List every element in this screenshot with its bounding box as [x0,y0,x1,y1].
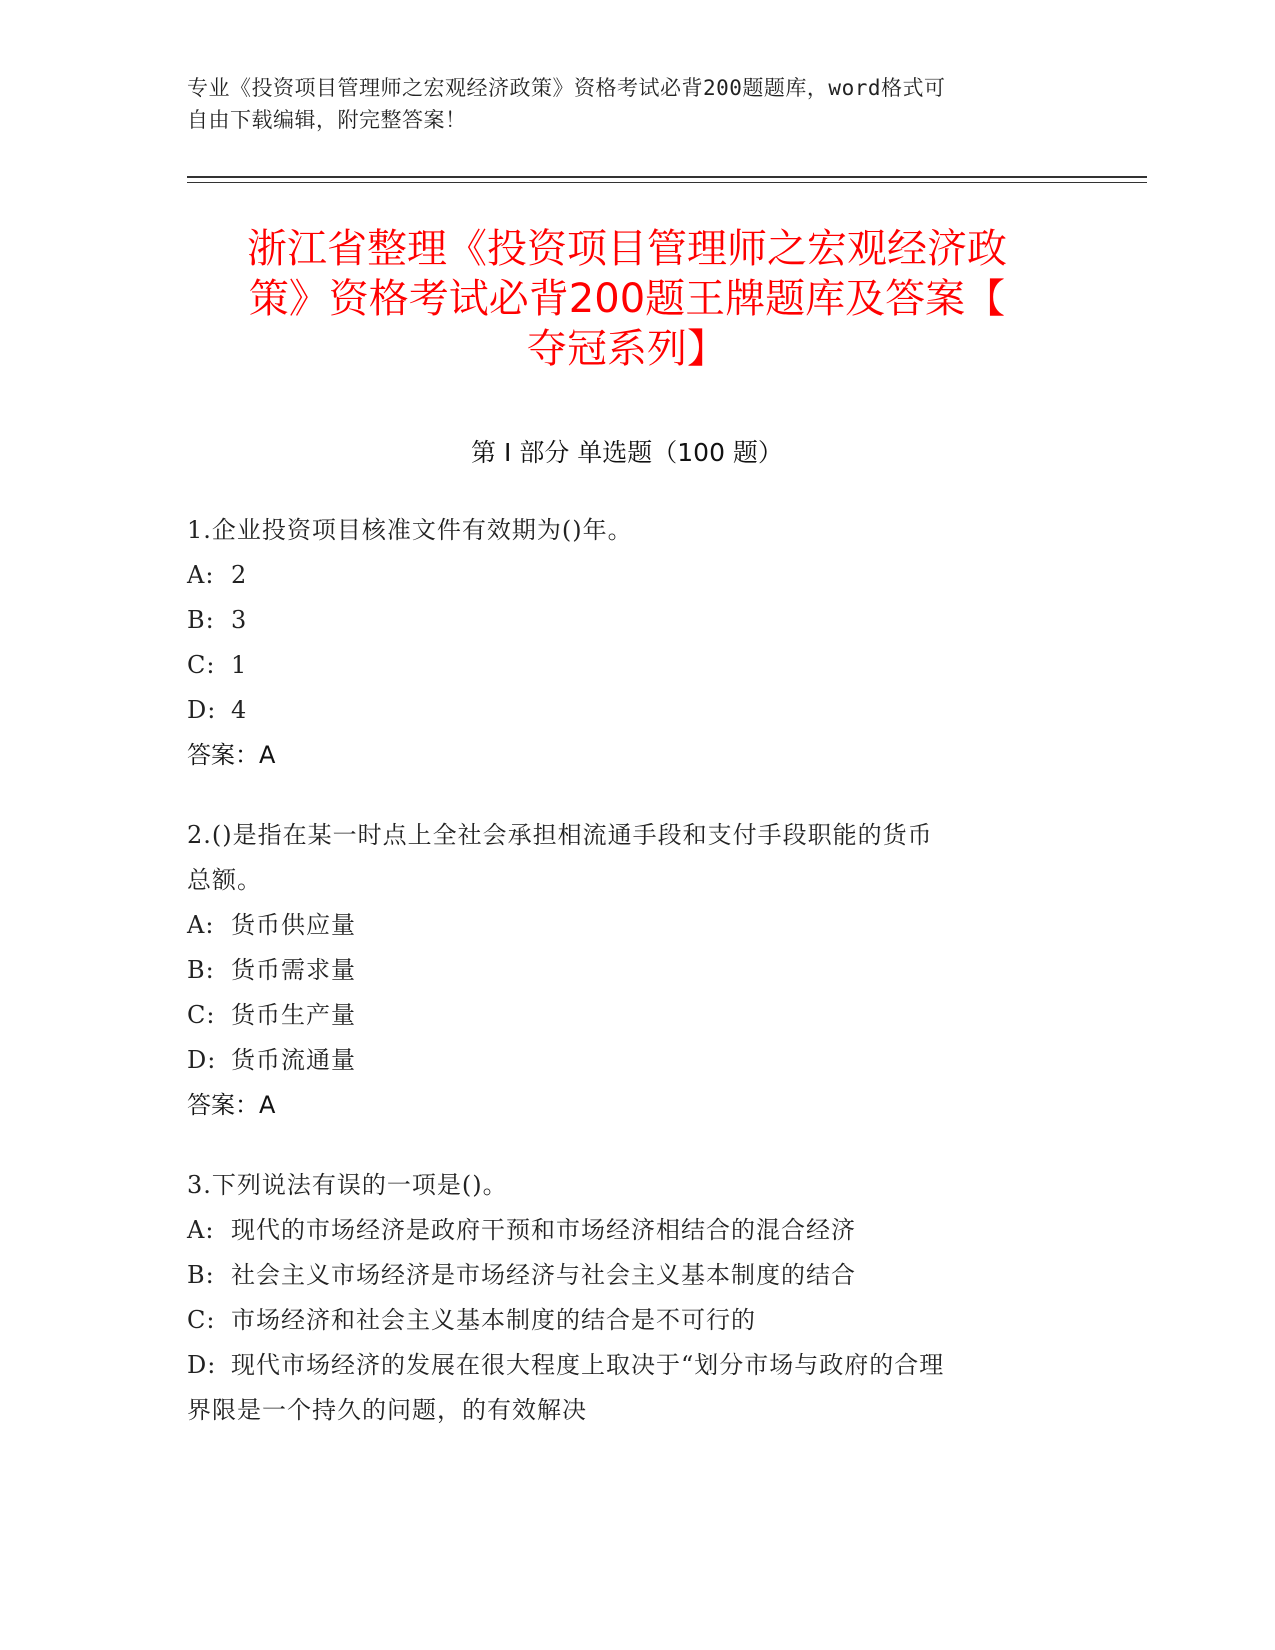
document-title [187,224,1067,374]
option-key: B: [187,606,215,634]
title-line-2: 策》资格考试必背200题王牌题库及答案【 [248,276,1006,322]
answer-label: 答案：A [187,741,276,769]
title-line-1: 浙江省整理《投资项目管理师之宏观经济政 [247,226,1007,272]
option-text: 现代市场经济的发展在很大程度上取决于“划分市场与政府的合理 [231,1351,945,1379]
option-text: 社会主义市场经济是市场经济与社会主义基本制度的结合 [231,1261,856,1289]
option-key: A: [187,1216,215,1244]
title-line-3: 夺冠系列】 [527,326,727,372]
option-key: A: [187,911,215,939]
option-text: 货币需求量 [231,956,356,984]
option-text: 3 [231,606,248,634]
option-a [187,903,1067,948]
option-text: 货币流通量 [231,1046,356,1074]
option-c [187,643,1067,688]
option-text: 市场经济和社会主义基本制度的结合是不可行的 [231,1306,756,1334]
option-a [187,1208,1067,1253]
option-key: C: [187,1306,216,1334]
question-stem: 1.企业投资项目核准文件有效期为()年。 [187,516,633,544]
question-stem: 3.下列说法有误的一项是()。 [187,1171,508,1199]
section-title: 第 I 部分 单选题（100 题） [471,438,783,467]
option-d [187,1038,1067,1083]
option-text: 现代的市场经济是政府干预和市场经济相结合的混合经济 [231,1216,856,1244]
answer-label: 答案：A [187,1091,276,1119]
option-b [187,1253,1067,1298]
option-d [187,688,1067,733]
option-key: B: [187,1261,215,1289]
question-1 [187,508,1067,778]
intro-line-2: 自由下载编辑，附完整答案！ [187,108,467,132]
intro-text [187,72,1067,136]
option-text: 货币供应量 [231,911,356,939]
option-key: B: [187,956,215,984]
option-text: 货币生产量 [231,1001,356,1029]
option-key: C: [187,1001,216,1029]
option-key: C: [187,651,216,679]
option-b [187,598,1067,643]
option-c [187,993,1067,1038]
question-2 [187,813,1067,1128]
option-a [187,553,1067,598]
option-c [187,1298,1067,1343]
option-text: 4 [231,696,248,724]
option-key: D: [187,1046,217,1074]
option-key: D: [187,1351,217,1379]
header-divider-thin [187,182,1147,183]
option-key: A: [187,561,215,589]
question-stem-line-2: 总额。 [187,866,262,894]
option-text: 2 [231,561,248,589]
option-d [187,1343,1067,1388]
option-b [187,948,1067,993]
header-divider-thick [187,176,1147,178]
question-3 [187,1163,1067,1433]
option-d-continuation: 界限是一个持久的问题，的有效解决 [187,1396,587,1424]
option-key: D: [187,696,217,724]
question-stem-line-1: 2.()是指在某一时点上全社会承担相流通手段和支付手段职能的货币 [187,821,933,849]
option-text: 1 [231,651,248,679]
intro-line-1: 专业《投资项目管理师之宏观经济政策》资格考试必背200题题库，word格式可 [187,76,946,100]
